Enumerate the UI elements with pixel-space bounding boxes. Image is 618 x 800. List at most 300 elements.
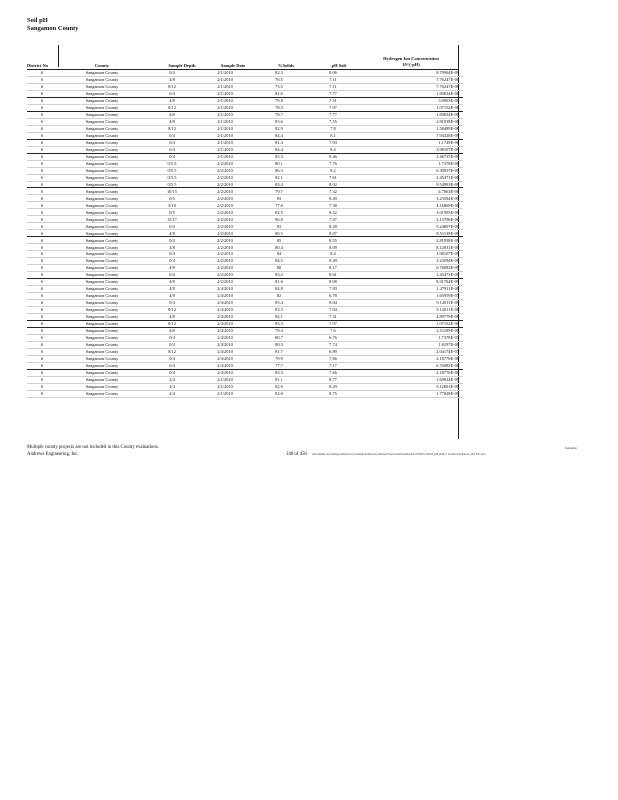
table-row [27, 334, 463, 341]
cell-solids: 80.5 [253, 230, 305, 237]
cell-h-concentration: 3.98107E-09 [361, 251, 463, 258]
cell-h-concentration: 7.94328E-09 [361, 132, 463, 139]
cell-sample-date: 2/4/2010 [197, 362, 253, 369]
cell-sample-depth: 4/8 [147, 265, 197, 272]
table-row [27, 265, 463, 272]
cell-sample-date: 2/4/2010 [197, 299, 253, 306]
cell-county: Sangamon County [57, 320, 147, 327]
cell-district: 6 [27, 306, 57, 313]
cell-sample-depth: 0/4 [147, 258, 197, 265]
table-row [27, 320, 463, 327]
cell-h-concentration: 1.77828E-09 [361, 390, 463, 397]
cell-county: Sangamon County [57, 306, 147, 313]
cell-solids: 83.6 [253, 118, 305, 125]
cell-sample-date: 2/2/2010 [197, 202, 253, 209]
cell-district: 6 [27, 313, 57, 320]
cell-sample-depth: 2/4 [147, 376, 197, 383]
cell-sample-depth: 0/4 [147, 299, 197, 306]
cell-district: 6 [27, 167, 57, 174]
cell-solids: 85.3 [253, 153, 305, 160]
cell-ph: 8.52 [305, 209, 361, 216]
table-row [27, 139, 463, 146]
cell-h-concentration: 1.07152E-08 [361, 320, 463, 327]
cell-h-concentration: 2.04174E-07 [361, 348, 463, 355]
cell-sample-date: 2/2/2010 [197, 258, 253, 265]
cell-sample-date: 2/2/2010 [197, 251, 253, 258]
cell-solids: 82.3 [253, 70, 305, 76]
table-row [27, 272, 463, 279]
cell-sample-depth: 8/12 [147, 348, 197, 355]
cell-sample-depth: 4/8 [147, 244, 197, 251]
table-row [27, 306, 463, 313]
cell-district: 6 [27, 293, 57, 300]
cell-district: 6 [27, 104, 57, 111]
cell-district: 6 [27, 258, 57, 265]
soil-ph-table [27, 70, 463, 398]
cell-solids: 80.4 [253, 244, 305, 251]
header-solids: %Solids [277, 63, 294, 68]
cell-h-concentration: 2.18776E-08 [361, 355, 463, 362]
cell-sample-depth: 4/8 [147, 279, 197, 286]
cell-sample-date: 2/4/2010 [197, 320, 253, 327]
table-row [27, 111, 463, 118]
cell-county: Sangamon County [57, 341, 147, 348]
cell-solids: 85.4 [253, 299, 305, 306]
cell-solids: 78.3 [253, 104, 305, 111]
cell-district: 6 [27, 146, 57, 153]
cell-solids: 82.1 [253, 313, 305, 320]
cell-ph: 6.89 [305, 348, 361, 355]
cell-solids: 82.1 [253, 174, 305, 181]
cell-solids: 82.6 [253, 390, 305, 397]
cell-h-concentration: 7.76247E-08 [361, 76, 463, 83]
cell-h-concentration: 5.24807E-09 [361, 223, 463, 230]
cell-h-concentration: 2.81838E-09 [361, 237, 463, 244]
cell-county: Sangamon County [57, 369, 147, 376]
cell-ph: 7.38 [305, 202, 361, 209]
cell-ph: 7.31 [305, 313, 361, 320]
table-row [27, 174, 463, 181]
header-h-concentration [367, 56, 455, 67]
cell-county: Sangamon County [57, 174, 147, 181]
cell-ph: 7.97 [305, 320, 361, 327]
cell-ph: 7.11 [305, 83, 361, 90]
cell-ph: 8.4 [305, 146, 361, 153]
cell-solids: 79.7 [253, 188, 305, 195]
cell-h-concentration: 1.07152E-08 [361, 104, 463, 111]
cell-ph: 7.32 [305, 188, 361, 195]
cell-county: Sangamon County [57, 272, 147, 279]
cell-solids: 79.4 [253, 327, 305, 334]
cell-sample-date: 2/2/2010 [197, 195, 253, 202]
table-row [27, 293, 463, 300]
header-ph: pH Salt [331, 63, 347, 68]
cell-sample-date: 2/2/2010 [197, 244, 253, 251]
cell-district: 6 [27, 188, 57, 195]
cell-solids: 78.7 [253, 111, 305, 118]
cell-district: 6 [27, 272, 57, 279]
cell-county: Sangamon County [57, 251, 147, 258]
cell-sample-date: 2/1/2010 [197, 146, 253, 153]
cell-h-concentration: 6.76083E-09 [361, 265, 463, 272]
cell-sample-depth: 4/8 [147, 313, 197, 320]
table-row [27, 125, 463, 132]
cell-h-concentration: 4.89779E-08 [361, 313, 463, 320]
cell-sample-date: 2/1/2010 [197, 97, 253, 104]
header-district: District No [27, 63, 49, 68]
cell-sample-depth: 5/10 [147, 202, 197, 209]
cell-ph: 8.55 [305, 237, 361, 244]
cell-h-concentration: 8.31764E-09 [361, 279, 463, 286]
title-line-2: Sangamon County [27, 25, 79, 32]
cell-solids: 77.7 [253, 362, 305, 369]
cell-county: Sangamon County [57, 230, 147, 237]
cell-h-concentration: 1.69824E-08 [361, 111, 463, 118]
cell-sample-date: 2/4/2010 [197, 341, 253, 348]
cell-sample-depth: 4/8 [147, 76, 197, 83]
cell-sample-depth: 0/4 [147, 355, 197, 362]
cell-county: Sangamon County [57, 223, 147, 230]
table-row [27, 167, 463, 174]
cell-h-concentration: 2.18776E-08 [361, 369, 463, 376]
table-row [27, 181, 463, 188]
cell-sample-date: 2/2/2010 [197, 174, 253, 181]
footer-file-path: \Documents and Settings\jdavis\Local Settings\Temporary Internet Files\Content.Outlook\WC0304V1\DOT_pH_RnB_1 Version Markdown_WE 28 Calcs [312, 453, 486, 456]
cell-ph: 7.76 [305, 160, 361, 167]
cell-ph: 7.61 [305, 174, 361, 181]
cell-district: 6 [27, 202, 57, 209]
cell-solids: 86.8 [253, 216, 305, 223]
cell-sample-date: 2/1/2010 [197, 76, 253, 83]
cell-county: Sangamon County [57, 146, 147, 153]
cell-sample-depth: 15/17 [147, 216, 197, 223]
cell-district: 6 [27, 348, 57, 355]
cell-ph: 7.55 [305, 118, 361, 125]
cell-sample-date: 2/4/2010 [197, 334, 253, 341]
cell-h-concentration: 9.12011E-09 [361, 299, 463, 306]
cell-district: 6 [27, 390, 57, 397]
table-row [27, 160, 463, 167]
cell-sample-depth: 4/8 [147, 286, 197, 293]
cell-sample-date: 2/2/2010 [197, 181, 253, 188]
cell-solids: 83 [253, 195, 305, 202]
cell-ph: 7.66 [305, 355, 361, 362]
cell-h-concentration: 3.46737E-09 [361, 153, 463, 160]
cell-county: Sangamon County [57, 70, 147, 76]
footer-right-label: Sangamon [565, 447, 577, 450]
cell-h-concentration: 4.7863E-08 [361, 188, 463, 195]
cell-h-concentration: 4.16869E-08 [361, 202, 463, 209]
cell-sample-depth: 8/12 [147, 320, 197, 327]
cell-solids: 84.5 [253, 258, 305, 265]
cell-county: Sangamon County [57, 118, 147, 125]
cell-county: Sangamon County [57, 202, 147, 209]
cell-county: Sangamon County [57, 383, 147, 390]
cell-sample-date: 2/1/2010 [197, 376, 253, 383]
table-row [27, 76, 463, 83]
cell-h-concentration: 9.54993E-09 [361, 181, 463, 188]
cell-sample-date: 2/4/2010 [197, 369, 253, 376]
cell-solids: 81.4 [253, 139, 305, 146]
cell-ph: 7.11 [305, 76, 361, 83]
cell-sample-depth: 0/4 [147, 369, 197, 376]
table-row [27, 216, 463, 223]
cell-ph: 7.66 [305, 369, 361, 376]
cell-county: Sangamon County [57, 286, 147, 293]
cell-solids: 82.5 [253, 209, 305, 216]
cell-sample-depth: 4/8 [147, 230, 197, 237]
cell-h-concentration: 5.12861E-09 [361, 383, 463, 390]
cell-solids: 80 [253, 265, 305, 272]
cell-district: 6 [27, 327, 57, 334]
cell-sample-date: 2/4/2010 [197, 306, 253, 313]
cell-solids: 84 [253, 251, 305, 258]
cell-district: 6 [27, 139, 57, 146]
cell-district: 6 [27, 90, 57, 97]
table-row [27, 83, 463, 90]
cell-h-concentration: 6.76083E-08 [361, 362, 463, 369]
cell-ph: 8.08 [305, 279, 361, 286]
cell-h-concentration: 3.23594E-09 [361, 258, 463, 265]
cell-ph: 7.74 [305, 341, 361, 348]
cell-county: Sangamon County [57, 376, 147, 383]
cell-ph: 8.77 [305, 376, 361, 383]
cell-county: Sangamon County [57, 132, 147, 139]
cell-sample-depth: 0/4 [147, 146, 197, 153]
cell-h-concentration: 1.1749E-08 [361, 139, 463, 146]
cell-county: Sangamon County [57, 90, 147, 97]
table-row [27, 313, 463, 320]
cell-h-concentration: 2.45471E-08 [361, 174, 463, 181]
cell-ph: 8.2 [305, 167, 361, 174]
cell-sample-depth: 4/8 [147, 118, 197, 125]
cell-h-concentration: 2.45471E-09 [361, 272, 463, 279]
cell-h-concentration: 3.0903E-08 [361, 97, 463, 104]
cell-county: Sangamon County [57, 83, 147, 90]
cell-county: Sangamon County [57, 279, 147, 286]
cell-county: Sangamon County [57, 209, 147, 216]
footer-company: Andrews Engineering, Inc. [27, 452, 79, 457]
cell-h-concentration: 8.70964E-09 [361, 70, 463, 76]
cell-sample-depth: 8/12 [147, 83, 197, 90]
cell-district: 6 [27, 111, 57, 118]
title-line-1: Soil pH [27, 17, 48, 24]
cell-district: 6 [27, 355, 57, 362]
table-row [27, 97, 463, 104]
cell-h-concentration: 1.7378E-07 [361, 334, 463, 341]
cell-ph: 8.49 [305, 258, 361, 265]
cell-ph: 8.4 [305, 251, 361, 258]
cell-county: Sangamon County [57, 111, 147, 118]
cell-h-concentration: 7.76247E-08 [361, 83, 463, 90]
table-row [27, 341, 463, 348]
cell-county: Sangamon County [57, 237, 147, 244]
cell-ph: 8.02 [305, 181, 361, 188]
cell-sample-date: 2/1/2010 [197, 111, 253, 118]
cell-sample-date: 2/4/2010 [197, 355, 253, 362]
cell-ph: 8.07 [305, 230, 361, 237]
cell-ph: 8.1 [305, 132, 361, 139]
cell-district: 6 [27, 223, 57, 230]
cell-district: 6 [27, 174, 57, 181]
page-number: 148 of 458 [286, 452, 307, 457]
cell-h-concentration: 1.7378E-08 [361, 160, 463, 167]
cell-ph: 7.77 [305, 90, 361, 97]
cell-h-concentration: 1.58489E-08 [361, 125, 463, 132]
cell-solids: 79.9 [253, 355, 305, 362]
cell-sample-depth: 0/4 [147, 70, 197, 76]
cell-sample-date: 2/2/2010 [197, 188, 253, 195]
cell-county: Sangamon County [57, 313, 147, 320]
cell-solids: 77.6 [253, 202, 305, 209]
cell-district: 6 [27, 160, 57, 167]
cell-district: 6 [27, 83, 57, 90]
cell-sample-date: 2/2/2010 [197, 237, 253, 244]
cell-sample-depth: 0/4 [147, 139, 197, 146]
cell-sample-depth: 0/4 [147, 132, 197, 139]
cell-h-concentration: 1.65959E-07 [361, 293, 463, 300]
cell-county: Sangamon County [57, 181, 147, 188]
cell-county: Sangamon County [57, 293, 147, 300]
cell-h-concentration: 8.51138E-09 [361, 230, 463, 237]
cell-sample-depth: 0/5.5 [147, 174, 197, 181]
cell-h-concentration: 3.23594E-09 [361, 195, 463, 202]
cell-sample-date: 2/1/2010 [197, 104, 253, 111]
cell-sample-date: 2/2/2010 [197, 279, 253, 286]
cell-h-concentration: 3.98107E-09 [361, 146, 463, 153]
cell-ph: 8.75 [305, 390, 361, 397]
cell-county: Sangamon County [57, 97, 147, 104]
cell-district: 6 [27, 70, 57, 76]
table-row [27, 376, 463, 383]
cell-sample-depth: 10/15 [147, 188, 197, 195]
table-row [27, 237, 463, 244]
cell-county: Sangamon County [57, 265, 147, 272]
cell-solids: 82.9 [253, 383, 305, 390]
cell-sample-depth: 0/4 [147, 153, 197, 160]
cell-district: 6 [27, 118, 57, 125]
cell-district: 6 [27, 341, 57, 348]
cell-sample-date: 2/2/2010 [197, 167, 253, 174]
cell-ph: 8.04 [305, 299, 361, 306]
cell-solids: 80.7 [253, 334, 305, 341]
cell-sample-date: 2/4/2010 [197, 313, 253, 320]
cell-ph: 7.67 [305, 216, 361, 223]
cell-solids: 82 [253, 293, 305, 300]
cell-ph: 8.46 [305, 153, 361, 160]
cell-ph: 7.04 [305, 306, 361, 313]
cell-solids: 84.4 [253, 146, 305, 153]
cell-county: Sangamon County [57, 327, 147, 334]
cell-ph: 8.29 [305, 383, 361, 390]
table-row [27, 230, 463, 237]
cell-solids: 79.8 [253, 97, 305, 104]
cell-solids: 86.3 [253, 167, 305, 174]
cell-sample-date: 2/2/2010 [197, 265, 253, 272]
cell-district: 6 [27, 244, 57, 251]
cell-ph: 7.83 [305, 286, 361, 293]
cell-solids: 84.4 [253, 132, 305, 139]
cell-solids: 80.3 [253, 341, 305, 348]
cell-sample-depth: 2/4 [147, 383, 197, 390]
cell-district: 6 [27, 376, 57, 383]
cell-h-concentration: 1.69824E-09 [361, 376, 463, 383]
footer-note: Multiple county projects are not included in this County evaluations. [27, 445, 159, 450]
cell-sample-depth: 0/5 [147, 195, 197, 202]
cell-h-concentration: 2.51189E-08 [361, 327, 463, 334]
header-depth: Sample Depth [168, 63, 196, 68]
cell-sample-date: 2/1/2010 [197, 139, 253, 146]
cell-sample-depth: 0/4 [147, 223, 197, 230]
cell-sample-depth: 8/12 [147, 306, 197, 313]
table-row [27, 146, 463, 153]
cell-county: Sangamon County [57, 104, 147, 111]
cell-ph: 8.28 [305, 223, 361, 230]
cell-sample-date: 2/1/2010 [197, 383, 253, 390]
table-row [27, 223, 463, 230]
cell-sample-date: 2/1/2010 [197, 83, 253, 90]
cell-solids: 83 [253, 223, 305, 230]
cell-district: 6 [27, 216, 57, 223]
cell-county: Sangamon County [57, 334, 147, 341]
cell-sample-depth: 4/8 [147, 293, 197, 300]
cell-ph: 8.06 [305, 70, 361, 76]
cell-ph: 8.09 [305, 244, 361, 251]
cell-county: Sangamon County [57, 348, 147, 355]
cell-sample-depth: 4/8 [147, 97, 197, 104]
cell-county: Sangamon County [57, 355, 147, 362]
cell-ph: 8.61 [305, 272, 361, 279]
header-h-concentration-line2: 10^(-pH) [402, 61, 420, 67]
table-row [27, 348, 463, 355]
cell-ph: 7.6 [305, 327, 361, 334]
cell-sample-depth: 0/5.5 [147, 167, 197, 174]
cell-solids: 81.6 [253, 279, 305, 286]
cell-sample-depth: 8/12 [147, 125, 197, 132]
cell-sample-depth: 2/4 [147, 390, 197, 397]
cell-sample-date: 2/2/2010 [197, 209, 253, 216]
table-row [27, 362, 463, 369]
header-date: Sample Date [220, 63, 246, 68]
cell-solids: 73.5 [253, 83, 305, 90]
cell-solids: 80.1 [253, 160, 305, 167]
cell-ph: 7.51 [305, 97, 361, 104]
cell-h-concentration: 1.69824E-08 [361, 90, 463, 97]
cell-district: 6 [27, 237, 57, 244]
cell-district: 6 [27, 181, 57, 188]
cell-district: 6 [27, 230, 57, 237]
table-row [27, 153, 463, 160]
cell-district: 6 [27, 209, 57, 216]
cell-h-concentration: 8.12831E-09 [361, 244, 463, 251]
cell-sample-date: 2/4/2010 [197, 286, 253, 293]
cell-solids: 83.4 [253, 181, 305, 188]
table-row [27, 244, 463, 251]
cell-sample-date: 2/4/2010 [197, 293, 253, 300]
cell-sample-date: 2/1/2010 [197, 132, 253, 139]
table-row [27, 118, 463, 125]
cell-ph: 7.8 [305, 125, 361, 132]
cell-sample-depth: 0/5.5 [147, 181, 197, 188]
cell-district: 6 [27, 279, 57, 286]
cell-solids: 81.6 [253, 90, 305, 97]
table-row [27, 251, 463, 258]
table-row [27, 258, 463, 265]
cell-sample-depth: 0/4 [147, 237, 197, 244]
cell-county: Sangamon County [57, 362, 147, 369]
cell-ph: 6.78 [305, 293, 361, 300]
cell-solids: 83.2 [253, 272, 305, 279]
